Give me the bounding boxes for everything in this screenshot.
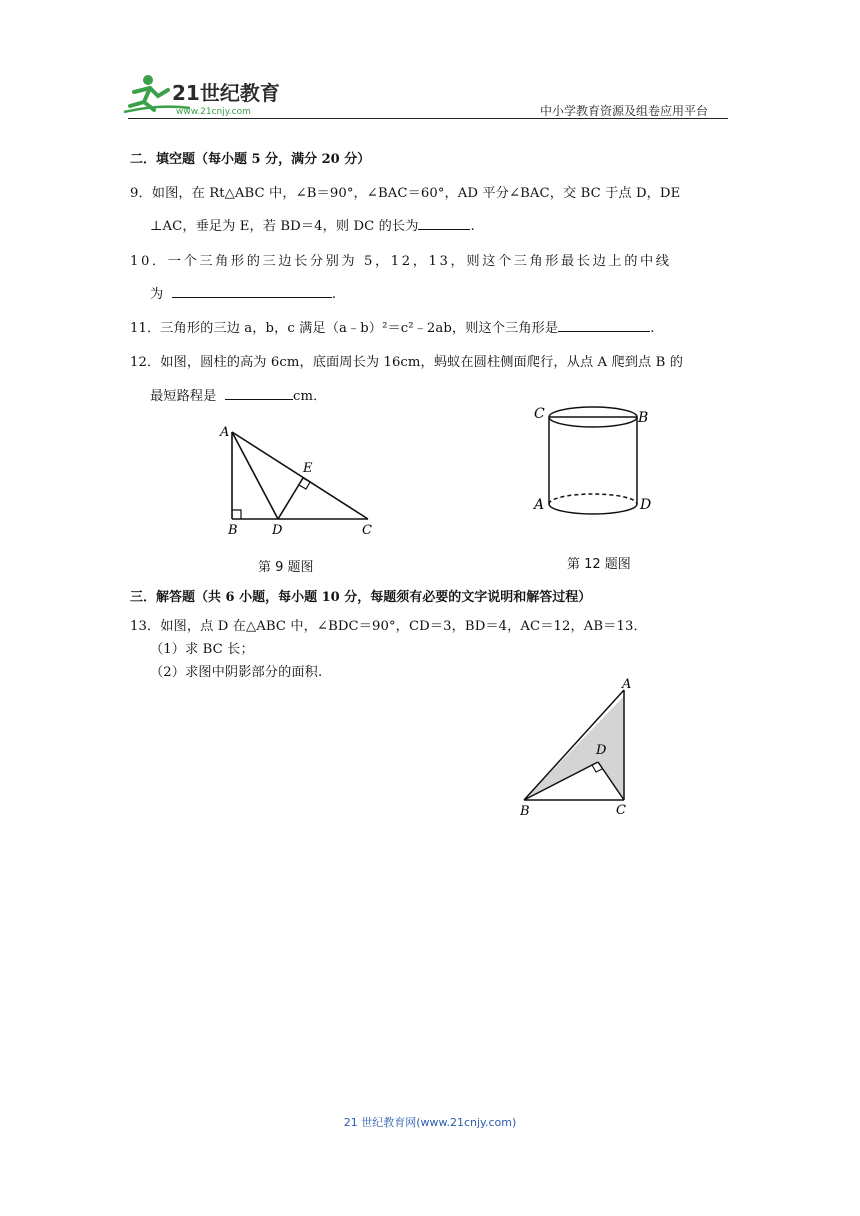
- svg-text:21世纪教育: 21世纪教育: [172, 81, 280, 105]
- figure-12-cylinder: [528, 400, 658, 522]
- section-2-title: 二．填空题（每小题 5 分，满分 20 分）: [130, 152, 371, 167]
- question-10-text: 为: [150, 287, 164, 302]
- fig9-label-e: E: [303, 461, 313, 476]
- header-divider: [128, 118, 728, 119]
- question-10-line2: [150, 283, 336, 302]
- figure-13-triangle: [512, 672, 648, 820]
- question-11: [130, 317, 655, 336]
- question-12-text: 最短路程是: [150, 389, 217, 404]
- svg-text:www.21cnjy.com: www.21cnjy.com: [176, 107, 251, 117]
- question-9-answer-blank[interactable]: [418, 217, 470, 230]
- figure-12-caption: 第 12 题图: [567, 557, 631, 572]
- footer-source[interactable]: 21 世纪教育网(www.21cnjy.com): [343, 1116, 517, 1129]
- fig9-label-c: C: [362, 523, 372, 538]
- question-12-answer-blank[interactable]: [225, 387, 293, 400]
- fig13-label-d: D: [596, 743, 607, 758]
- question-11-text: 11．三角形的三边 a，b，c 满足（a﹣b）²＝c²﹣2ab，则这个三角形是: [130, 321, 559, 336]
- fig9-label-d: D: [272, 523, 283, 538]
- question-9-line2: [150, 215, 475, 234]
- section-3-title: 三．解答题（共 6 小题，每小题 10 分，每题须有必要的文字说明和解答过程）: [130, 590, 592, 605]
- question-11-answer-blank[interactable]: [558, 319, 650, 332]
- question-12-line1: 12．如图，圆柱的高为 6cm，底面周长为 16cm，蚂蚁在圆柱侧面爬行，从点 A 爬到点 B 的: [130, 355, 683, 370]
- fig13-label-a: A: [622, 677, 632, 692]
- fig13-label-b: B: [520, 804, 530, 819]
- question-10-period: .: [331, 287, 337, 302]
- platform-name: 中小学教育资源及组卷应用平台: [540, 104, 709, 118]
- question-9-period: .: [470, 219, 475, 234]
- question-13: 13．如图，点 D 在△ABC 中，∠BDC＝90°，CD＝3，BD＝4，AC＝12，AB＝13．: [130, 619, 647, 634]
- question-12-line2: [150, 385, 326, 404]
- site-logo: [120, 70, 295, 124]
- figure-9-caption: 第 9 题图: [258, 560, 314, 575]
- fig12-label-a: A: [534, 497, 545, 513]
- fig12-label-d: D: [640, 497, 652, 513]
- question-10-line1: 10．一个三角形的三边长分别为 5，12，13，则这个三角形最长边上的中线: [130, 254, 672, 269]
- fig9-label-a: A: [220, 425, 230, 440]
- question-13-part2: （2）求图中阴影部分的面积.: [150, 665, 323, 680]
- fig13-label-c: C: [616, 803, 626, 818]
- fig12-label-b: B: [638, 410, 649, 426]
- question-9-text: ⊥AC，垂足为 E，若 BD＝4，则 DC 的长为: [150, 219, 419, 234]
- fig12-label-c: C: [534, 406, 545, 422]
- question-10-answer-blank[interactable]: [172, 285, 332, 298]
- fig9-label-b: B: [228, 523, 238, 538]
- question-12-unit: cm．: [293, 389, 327, 404]
- question-9-line1: 9．如图，在 Rt△ABC 中，∠B＝90°，∠BAC＝60°，AD 平分∠BAC，交 BC 于点 D，DE: [130, 186, 681, 201]
- question-13-part1: （1）求 BC 长；: [150, 642, 254, 657]
- question-11-period: .: [650, 321, 655, 336]
- figure-9-triangle: [210, 418, 390, 543]
